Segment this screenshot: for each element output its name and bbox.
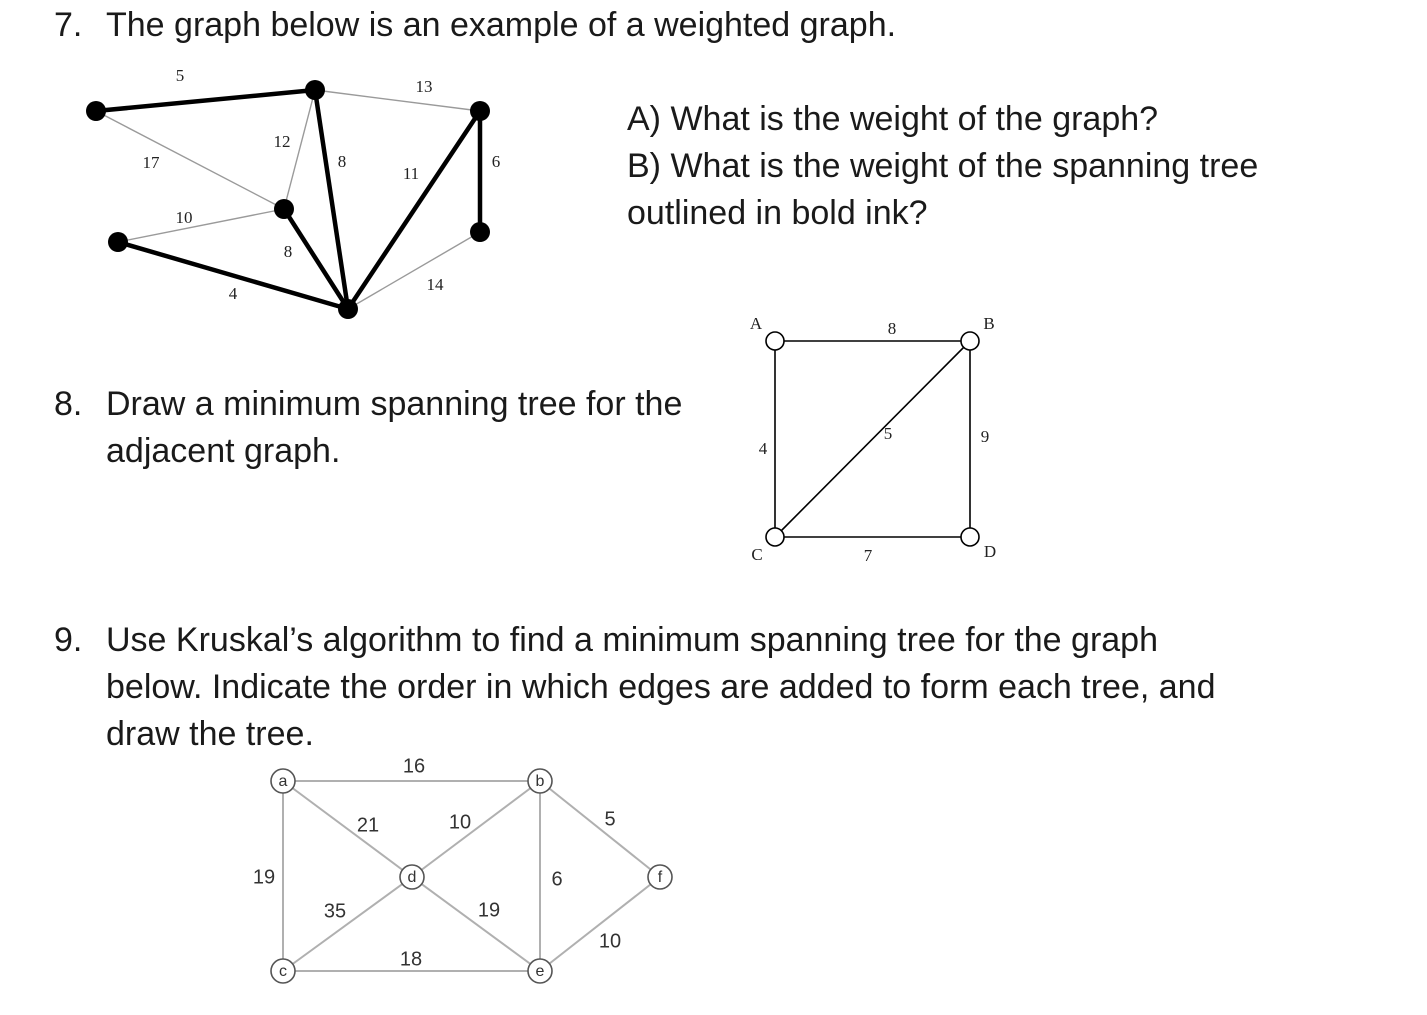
- edge-weight-label: 5: [883, 423, 893, 443]
- vertex-label: C: [751, 544, 763, 564]
- edge-weight-label: 19: [252, 866, 276, 889]
- vertex-label: b: [535, 773, 545, 791]
- edge-weight-label: 35: [323, 900, 347, 923]
- graph-edge: [412, 781, 540, 877]
- question-8-number: 8.: [54, 385, 83, 423]
- graph-edge: [540, 877, 660, 971]
- question-9-text: Use Kruskal’s algorithm to find a minimum spanning tree for the graph below. Indicate the order in which edges are added to form each tree, and draw the tree.: [106, 621, 1216, 753]
- graph-edge: [283, 781, 412, 877]
- question-9-number: 9.: [54, 621, 83, 659]
- edge-weight-label: 5: [604, 808, 616, 831]
- edge-weight-label: 8: [283, 241, 293, 261]
- edge-weight-label: 11: [402, 163, 420, 183]
- question-7-number: 7.: [54, 6, 83, 44]
- vertex-label: d: [407, 869, 417, 887]
- edge-weight-label: 6: [551, 868, 563, 891]
- vertex-label: D: [983, 541, 997, 561]
- edge-weight-label: 8: [337, 151, 347, 171]
- edge-weight-label: 4: [758, 438, 768, 458]
- edge-weight-label: 10: [598, 930, 622, 953]
- edge-weight-label: 16: [402, 755, 426, 778]
- vertex-label: f: [657, 869, 663, 887]
- edge-weight-label: 7: [863, 545, 873, 565]
- graph-edge: [412, 877, 540, 971]
- vertex-label: e: [535, 963, 545, 981]
- edge-weight-label: 12: [273, 131, 291, 151]
- edge-weight-label: 10: [448, 811, 472, 834]
- edge-weight-label: 13: [415, 76, 433, 96]
- edge-weight-label: 14: [426, 274, 444, 294]
- vertex-label: B: [983, 313, 995, 333]
- edge-weight-label: 8: [887, 318, 897, 338]
- question-7b-text-cont: outlined in bold ink?: [627, 194, 928, 232]
- edge-weight-label: 17: [142, 152, 160, 172]
- graph-edge: [540, 781, 660, 877]
- vertex-label: a: [278, 773, 288, 791]
- edge-weight-label: 21: [356, 814, 380, 837]
- edge-weight-label: 9: [980, 426, 990, 446]
- vertex-label: A: [749, 313, 763, 333]
- edge-weight-label: 4: [228, 283, 238, 303]
- edge-weight-label: 6: [491, 151, 501, 171]
- graph-edge: [283, 877, 412, 971]
- question-7b-text: B) What is the weight of the spanning tree: [627, 147, 1259, 185]
- edge-weight-label: 18: [399, 948, 423, 971]
- question-8-text: Draw a minimum spanning tree for the adjacent graph.: [106, 385, 683, 470]
- edge-weight-label: 19: [477, 899, 501, 922]
- edge-weight-label: 10: [175, 207, 193, 227]
- edge-weight-label: 5: [175, 65, 185, 85]
- question-7a-text: A) What is the weight of the graph?: [627, 100, 1159, 138]
- question-7-text: The graph below is an example of a weighted graph.: [106, 6, 897, 44]
- vertex-label: c: [279, 963, 287, 981]
